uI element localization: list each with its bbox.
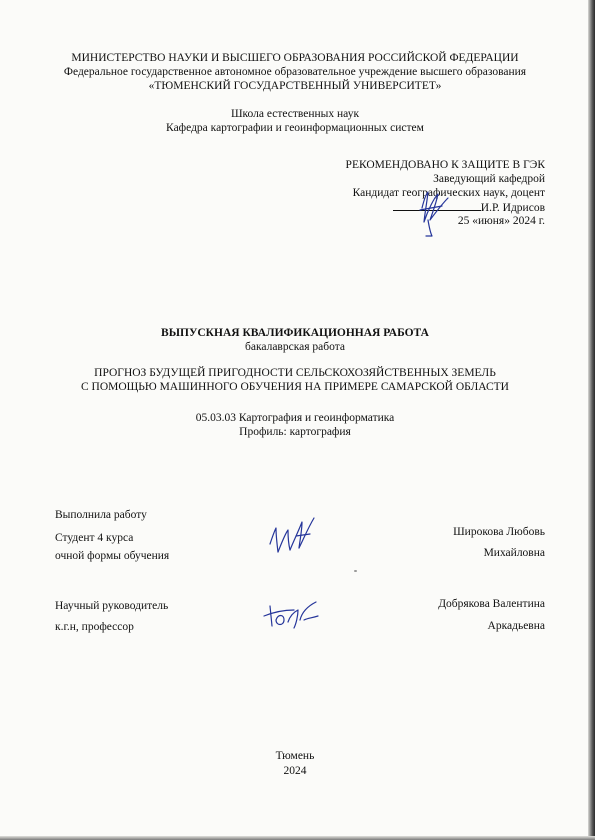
department-line: Кафедра картографии и геоинформационных систем: [166, 122, 424, 134]
supervisor-label-role: Научный руководитель: [55, 600, 169, 612]
supervisor-signature: [260, 596, 324, 632]
ministry-line: МИНИСТЕРСТВО НАУКИ И ВЫСШЕГО ОБРАЗОВАНИЯ РОССИЙСКОЙ ФЕДЕРАЦИИ: [71, 52, 519, 64]
head-title-line: Заведующий кафедрой: [433, 173, 545, 185]
specialty-line: 05.03.03 Картография и геоинформатика: [195, 412, 395, 424]
supervisor-label-degree: к.г.н, профессор: [55, 621, 134, 633]
student-signature: [266, 514, 318, 558]
student-label-course: Студент 4 курса: [55, 532, 134, 544]
scan-speck: [354, 570, 357, 572]
work-title-line2: С ПОМОЩЬЮ МАШИННОГО ОБУЧЕНИЯ НА ПРИМЕРЕ САМАРСКОЙ ОБЛАСТИ: [81, 381, 509, 393]
student-name-line2: Михайловна: [483, 547, 545, 559]
university-line: «ТЮМЕНСКИЙ ГОСУДАРСТВЕННЫЙ УНИВЕРСИТЕТ»: [148, 80, 442, 92]
supervisor-name-line2: Аркадьевна: [487, 620, 545, 632]
city: Тюмень: [275, 750, 315, 762]
head-name: И.Р. Идрисов: [480, 202, 545, 214]
degree-line: Кандидат географических наук, доцент: [352, 187, 545, 199]
institution-type-line: Федеральное государственное автономное образовательное учреждение высшего образования: [63, 66, 527, 78]
scan-bottom-edge: [0, 836, 595, 840]
student-label-form: очной формы обучения: [55, 550, 170, 562]
approval-date-line: 25 «июня» 2024 г.: [457, 215, 545, 227]
student-label-completed: Выполнила работу: [55, 509, 147, 521]
recommended-line: РЕКОМЕНДОВАНО К ЗАЩИТЕ В ГЭК: [345, 159, 545, 171]
head-signature: [408, 186, 458, 238]
supervisor-name-line1: Добрякова Валентина: [438, 598, 545, 610]
scan-right-edge: [588, 0, 595, 840]
school-line: Школа естественных наук: [230, 108, 360, 120]
work-type: ВЫПУСКНАЯ КВАЛИФИКАЦИОННАЯ РАБОТА: [161, 327, 429, 339]
profile-line: Профиль: картография: [239, 426, 351, 438]
work-level: бакалаврская работа: [245, 341, 345, 353]
year: 2024: [283, 765, 307, 777]
student-name-line1: Широкова Любовь: [453, 526, 545, 538]
work-title-line1: ПРОГНОЗ БУДУЩЕЙ ПРИГОДНОСТИ СЕЛЬСКОХОЗЯЙСТВЕННЫХ ЗЕМЕЛЬ: [94, 367, 496, 379]
